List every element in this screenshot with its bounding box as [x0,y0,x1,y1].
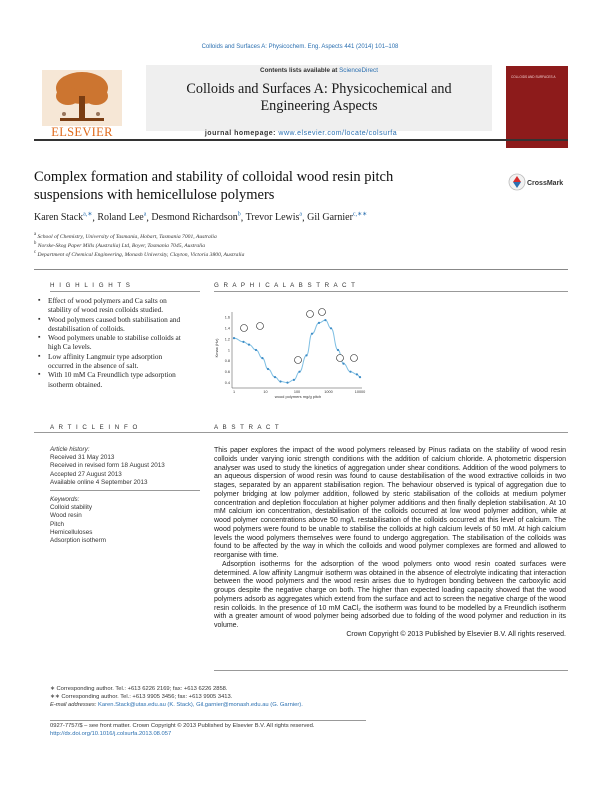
ga-y-tick-label: 1.6 [224,315,230,320]
ga-x-tick-label: 100 [293,390,301,394]
keywords-label: Keywords: [50,496,80,503]
ga-x-tick-label: 10000 [354,390,366,394]
abstract-body [214,447,566,640]
homepage-label: journal homepage: [204,130,276,137]
article-info-heading: A R T I C L E I N F O [50,424,139,431]
ga-data-point [242,341,244,343]
masthead-center [146,65,492,131]
masthead-rule [34,139,568,141]
author-sup[interactable]: a [143,212,147,218]
keyword-item: Colloid stability [50,504,92,512]
colloid-icon [307,311,314,318]
ga-x-tick-label: 10 [263,390,268,394]
journal-title-line2: Engineering Aspects [260,98,378,114]
graphical-abstract-heading: G R A P H I C A L A B S T R A C T [214,282,357,289]
colloid-icon [337,355,344,362]
highlight-item: ▪ Wood polymers unable to stabilise colloids at high Ca levels. [48,333,188,352]
article-history [50,446,200,487]
ga-xlabel: wood polymers mg/g pitch [274,394,322,399]
ga-y-tick-label: 1 [227,348,230,353]
article-title-line1: Complex formation and stability of colloidal wood resin pitch [34,169,394,185]
author-4[interactable] [307,212,367,223]
ga-x-tick-label: 1 [232,390,236,394]
sciencedirect-link[interactable]: ScienceDirect [339,67,378,74]
ga-data-point [359,376,361,378]
ga-data-point [330,327,332,329]
journal-cover-thumbnail [506,66,568,148]
colloid-icon [241,325,248,332]
crossmark-label: CrossMark [527,180,564,187]
keywords [50,496,200,545]
email-addresses[interactable]: Karen.Stack@utas.edu.au (K. Stack), Gil.garnier@monash.edu.au (G. Garnier). [98,701,303,708]
ga-data-point [311,333,313,335]
ga-data-point [318,322,320,324]
footnotes [50,686,450,709]
affiliation-text: School of Chemistry, University of Tasmania, Hobart, Tasmania 7001, Australia [37,233,217,240]
homepage-link[interactable]: www.elsevier.com/locate/colsurfa [278,130,398,137]
journal-homepage [34,130,568,137]
ga-data-point [324,319,326,321]
article-title [34,168,474,204]
abstract-paragraph-1: This paper explores the impact of the wood polymers released by Pinus radiata on the stability of wood resin colloids under varying ionic strength conditions with the addition of calcium chloride. A photometric dispersion analyser was used to study the kinetics of aggregation under shear conditions. Addition of the wood polymers to an aqueous dispersion of wood resin was found to cause destabilisation of the wood extractive colloids in two stages, separated by an apparent stabilisation region. The behaviour observed is typical of aggregation due to polymer bridging at low polymer addition, followed by steric stabilisation of the colloids at medium polymer concentration and depletion flocculation at higher polymer additions and then finally depletion stabilisation. At 10 mM calcium ion concentration, destabilisation of the colloids occurred at low wood polymer addition, while at wood polymer concentrations above 50 mg/L restabilisation of the colloids occurred at this level of calcium. The wood polymers were found to be unable to stabilise the colloids at high calcium levels of 50 mM. At high calcium levels the wood polymers themselves were found to undergo aggregation. The stabilisation of the colloids was found to be affected by the way in which the colloids and wood polymer complexes are formed and allowed to reorganise with time. [214,447,566,559]
journal-masthead [34,60,568,137]
affiliation-text: Norske-Skog Paper Mills (Australia) Ltd, Boyer, Tasmania 7045, Australia [37,242,206,249]
abstract-heading: A B S T R A C T [214,424,281,431]
corresponding-author-2: ∗∗ Corresponding author. Tel.: +613 9905 3456; fax: +613 9905 3413. [50,693,233,700]
highlights-list [48,296,188,389]
highlights-heading: H I G H L I G H T S [50,282,132,289]
author-list: Karen Stack$^{a,∗}$, Roland Lee$^a$, Desmond Richardson$^b$, Trevor Lewis$^a$, Gil Garnier$^{c,∗∗}$ [34,212,368,224]
highlight-item: ▪ Wood polymers caused both stabilisation and destabilisation of colloids. [48,315,188,334]
ga-data-point [274,376,276,378]
colloid-icon [257,323,264,330]
elsevier-tree-logo [34,66,130,128]
doi-link[interactable]: http://dx.doi.org/10.1016/j.colsurfa.2013.08.057 [50,731,172,737]
ga-data-point [255,349,257,351]
ga-data-point [342,363,344,365]
crossmark-badge[interactable] [508,172,568,192]
email-label: E-mail addresses: [50,701,97,708]
header-rule [34,269,568,270]
author-sup[interactable]: a [299,212,303,218]
article-title-line2: suspensions with hemicellulose polymers [34,187,275,203]
ga-y-tick-label: 0.6 [224,370,230,375]
affiliation-sup: a [34,232,37,237]
graphical-abstract-chart [214,300,374,400]
ga-data-point [356,373,358,375]
ga-data-point [305,354,307,356]
colloid-icon [351,355,358,362]
highlights-rule [50,291,200,292]
affiliation-c [34,248,568,260]
issn-line: 0927-7757/$ – see front matter. Crown Copyright © 2013 Published by Elsevier B.V. All rights reserved. [50,723,315,729]
contents-line [146,67,492,74]
author-0[interactable] [34,212,92,223]
ga-y-tick-label: 1.2 [224,337,230,342]
keyword-item: Pitch [50,520,64,528]
ga-data-point [298,371,300,373]
history-item: Available online 4 September 2013 [50,478,148,486]
history-item: Accepted 27 August 2013 [50,470,122,478]
graphical-abstract-rule [214,291,568,292]
author-1[interactable] [97,212,146,223]
ga-data-point [261,357,263,359]
author-sup[interactable]: c,∗∗ [352,212,368,218]
footnote-rule [50,720,366,721]
ga-data-point [337,349,339,351]
email-line [50,702,450,710]
keyword-item: Hemicelluloses [50,528,93,536]
journal-title-line1: Colloids and Surfaces A: Physicochemical and [186,81,452,97]
author-name[interactable]: Trevor Lewis [245,212,300,224]
history-label: Article history: [50,446,90,453]
ga-data-point [293,379,295,381]
affiliation-sup: b [34,241,37,246]
issn-doi [50,722,450,738]
keyword-item: Wood resin [50,512,82,520]
journal-citation[interactable]: Colloids and Surfaces A: Physicochem. Eng. Aspects 441 (2014) 101–108 [201,44,399,50]
ga-data-point [248,344,250,346]
ga-data-point [349,371,351,373]
corresponding-author-1: ∗ Corresponding author. Tel.: +613 6226 2169; fax: +613 6226 2858. [50,686,228,692]
publisher-name: ELSEVIER [51,125,113,139]
author-name[interactable]: Gil Garnier [307,212,353,224]
highlight-item: ▪ With 10 mM Ca Freundlich type adsorption isotherm obtained. [48,370,188,389]
affiliation-text: Department of Chemical Engineering, Monash University, Clayton, Victoria 3800, Australia [37,251,245,258]
ga-x-ticks [233,390,365,394]
ga-data-point [286,382,288,384]
keyword-item: Adsorption isotherm [50,537,106,545]
history-item: Received 31 May 2013 [50,454,115,462]
author-name[interactable]: Roland Lee [97,212,144,224]
colloid-icon [295,357,302,364]
article-info-rule [34,432,568,433]
highlight-item: ▪ Low affinity Langmuir type adsorption occurred in the absence of salt. [48,352,188,371]
author-sup[interactable]: a,∗ [83,212,93,218]
ga-data-point [267,368,269,370]
keywords-rule [50,490,200,491]
author-name[interactable]: Karen Stack [34,212,84,224]
author-name[interactable]: Desmond Richardson [151,212,238,224]
colloid-icon [319,309,326,316]
ga-data-point [279,380,281,382]
ga-y-tick-label: 0.4 [224,380,230,385]
abstract-paragraph-2: Adsorption isotherms for the adsorption of the wood polymers onto wood resin coated surfaces were determined. A low affinity Langmuir isotherm was obtained in the absence of electrolyte indicating that interaction between the wood polymers and the wood resin arises due to hydrogen bonding between the carboxylic acid groups despite the negative charge on both. The higher than expected loading capacity showed that the wood polymers adsorb as aggregates which extend from the surface and act to screen the negative charge of the wood resin colloids. In the presence of 10 mM CaCl₂ the isotherm was found to be modelled by a Freundlich isotherm with a greater amount of wood polymer being adsorbed due to folding of the wood polymer and reduction in its volume. [214,560,566,629]
author-sup[interactable]: b [237,212,241,218]
highlight-item: ▪ Effect of wood polymers and Ca salts on stability of wood resin colloids studied. [48,296,188,315]
ga-fit-curve [234,320,360,383]
ga-data-point [233,337,235,339]
ga-colloid-icons [241,309,358,364]
affiliation-sup: c [34,250,37,255]
abstract-copyright: Crown Copyright © 2013 Published by Elsevier B.V. All rights reserved. [346,630,566,638]
ga-y-tick-label: 1.4 [224,326,230,331]
ga-x-tick-label: 1000 [324,390,333,394]
ga-ylabel: Kmax (Hz) [214,338,219,358]
ga-y-ticks [225,316,230,385]
author-2[interactable] [151,212,240,223]
author-3[interactable] [246,212,302,223]
ga-y-tick-label: 0.8 [224,359,230,364]
history-item: Received in revised form 18 August 2013 [50,462,165,470]
abstract-bottom-rule [214,670,568,671]
journal-title [146,81,492,115]
contents-prefix: Contents lists available at [260,67,338,74]
cover-title: COLLOIDS AND SURFACES A [511,75,556,79]
